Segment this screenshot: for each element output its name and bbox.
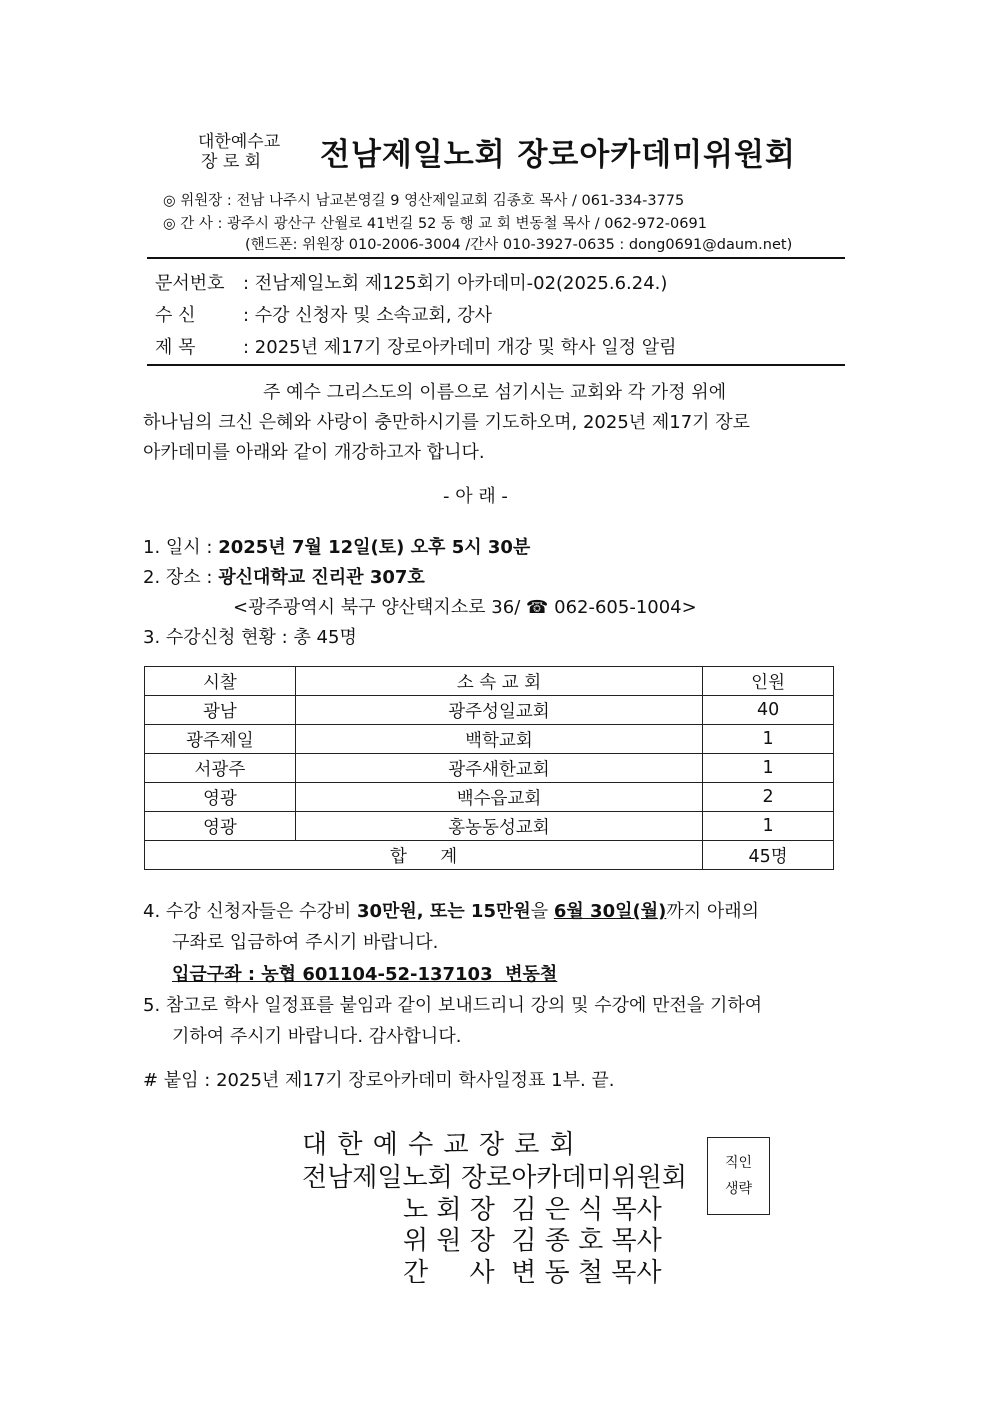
table-total-row	[145, 841, 834, 870]
doc-recipient-value: : 수강 신청자 및 소속교회, 강사	[243, 305, 493, 326]
item1	[143, 533, 530, 563]
table-cell-church: 백수읍교회	[295, 783, 702, 812]
item4-mid: 을	[530, 901, 554, 922]
seal-text-line2: 생략	[724, 1181, 753, 1197]
intro-line3: 아카데미를 아래와 같이 개강하고자 합니다.	[143, 442, 485, 463]
signature-line3: 노 회 장 김 은 식 목사	[403, 1195, 662, 1225]
table-cell-count: 1	[703, 754, 834, 783]
table-cell-count: 1	[703, 725, 834, 754]
item4-suffix: 까지 아래의	[666, 901, 760, 922]
table-row	[145, 812, 834, 841]
org-small-line2: 장 로 회	[201, 152, 262, 172]
official-seal-box	[707, 1137, 770, 1215]
item5-line1: 5. 참고로 학사 일정표를 붙임과 같이 보내드리니 강의 및 수강에 만전을 기하여	[143, 995, 763, 1016]
item2-label: 2. 장소 :	[143, 567, 219, 588]
signature-line2: 전남제일노회 장로아카데미위원회	[302, 1163, 688, 1193]
below-marker: - 아 래 -	[443, 486, 508, 507]
table-header-church: 소 속 교 회	[295, 667, 702, 696]
item1-label: 1. 일시 :	[143, 537, 219, 558]
attachment-note: # 붙임 : 2025년 제17기 장로아카데미 학사일정표 1부. 끝.	[143, 1070, 615, 1091]
item1-value: 2025년 7월 12일(토) 오후 5시 30분	[218, 537, 531, 558]
signature-line5: 간 사 변 동 철 목사	[403, 1258, 662, 1288]
table-total-value: 45명	[703, 841, 834, 870]
doc-subject-label: 제 목	[155, 337, 196, 358]
table-cell-district: 광남	[145, 696, 296, 725]
table-cell-church: 홍농동성교회	[295, 812, 702, 841]
intro-line2: 하나님의 크신 은혜와 사랑이 충만하시기를 기도하오며, 2025년 제17기 장로	[143, 412, 751, 433]
table-total-label: 합 계	[145, 841, 703, 870]
intro-line1: 주 예수 그리스도의 이름으로 섬기시는 교회와 각 가정 위에	[263, 382, 727, 403]
table-cell-district: 서광주	[145, 754, 296, 783]
item4-fee: 30만원, 또는 15만원	[356, 901, 531, 922]
bank-account: 입금구좌 : 농협 601104-52-137103 변동철	[172, 964, 558, 985]
signature-line1: 대 한 예 수 교 장 로 회	[302, 1130, 576, 1160]
table-row	[145, 754, 834, 783]
doc-info-rule	[147, 364, 845, 366]
item4-deadline: 6월 30일(월)	[553, 901, 667, 922]
item2-value: 광신대학교 진리관 307호	[218, 567, 425, 588]
table-cell-church: 백학교회	[295, 725, 702, 754]
enrollment-table	[144, 666, 834, 870]
contact-phones: (핸드폰: 위원장 010-2006-3004 /간사 010-3927-0635 : dong0691@daum.net)	[245, 237, 793, 253]
contact-chair: ◎ 위원장 : 전남 나주시 남교본영길 9 영산제일교회 김종호 목사 / 061-334-3775	[163, 193, 685, 209]
item2-address: <광주광역시 북구 양산택지소로 36/ ☎ 062-605-1004>	[233, 597, 697, 618]
table-cell-count: 1	[703, 812, 834, 841]
doc-number-label: 문서번호	[155, 273, 225, 294]
signature-line4: 위 원 장 김 종 호 목사	[403, 1226, 662, 1256]
table-header-count: 인원	[703, 667, 834, 696]
item4-prefix: 4. 수강 신청자들은 수강비	[143, 901, 357, 922]
contact-secretary: ◎ 간 사 : 광주시 광산구 산월로 41번길 52 동 행 교 회 변동철 목사 / 062-972-0691	[163, 216, 707, 232]
table-row	[145, 696, 834, 725]
doc-number-value: : 전남제일노회 제125회기 아카데미-02(2025.6.24.)	[243, 273, 668, 294]
item2	[143, 563, 425, 593]
table-header-row	[145, 667, 834, 696]
header-rule	[147, 257, 845, 259]
seal-text-line1: 직인	[724, 1155, 753, 1171]
item4-line2: 구좌로 입금하여 주시기 바랍니다.	[172, 932, 439, 953]
table-row	[145, 783, 834, 812]
table-cell-district: 영광	[145, 812, 296, 841]
table-cell-district: 영광	[145, 783, 296, 812]
table-cell-church: 광주성일교회	[295, 696, 702, 725]
org-small-line1: 대한예수교	[198, 132, 281, 152]
item3: 3. 수강신청 현황 : 총 45명	[143, 627, 357, 648]
item5-line2: 기하여 주시기 바랍니다. 감사합니다.	[172, 1026, 462, 1047]
table-cell-church: 광주새한교회	[295, 754, 702, 783]
item4-line1	[143, 897, 759, 927]
doc-recipient-label: 수 신	[155, 305, 196, 326]
doc-subject-value: : 2025년 제17기 장로아카데미 개강 및 학사 일정 알림	[243, 337, 677, 358]
table-cell-count: 40	[703, 696, 834, 725]
table-header-district: 시찰	[145, 667, 296, 696]
table-cell-count: 2	[703, 783, 834, 812]
table-row	[145, 725, 834, 754]
table-cell-district: 광주제일	[145, 725, 296, 754]
org-title: 전남제일노회 장로아카데미위원회	[320, 137, 796, 173]
